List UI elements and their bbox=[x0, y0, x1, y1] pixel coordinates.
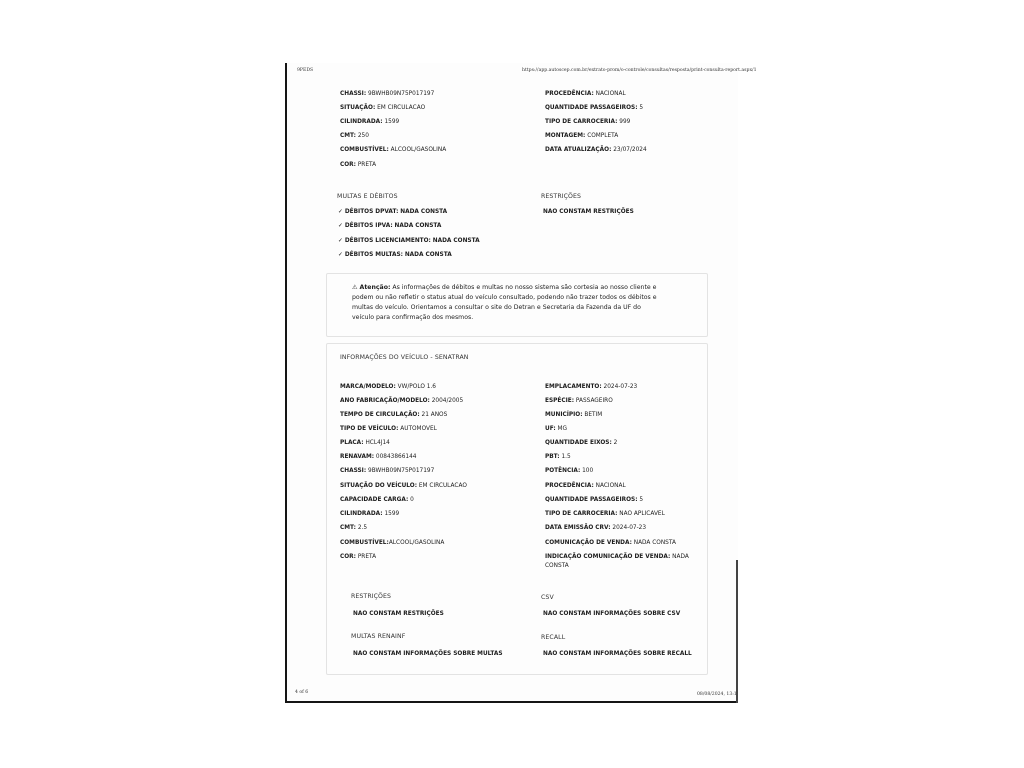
restricoes-title: RESTRIÇÕES bbox=[541, 193, 582, 200]
senatran-tipo-veiculo: TIPO DE VEÍCULO: AUTOMOVEL bbox=[340, 426, 437, 432]
check-icon: ✓ bbox=[338, 223, 343, 229]
senatran-renavam: RENAVAM: 00843866144 bbox=[340, 454, 417, 460]
senatran-uf: UF: MG bbox=[545, 426, 568, 432]
senatran-combustivel: COMBUSTÍVEL:ALCOOL/GASOLINA bbox=[340, 540, 445, 546]
top-field-cmt: CMT: 250 bbox=[340, 133, 369, 139]
debito-ipva: ✓ DÉBITOS IPVA: NADA CONSTA bbox=[338, 223, 442, 229]
senatran-qtd-eixos: QUANTIDADE EIXOS: 2 bbox=[545, 440, 618, 446]
senatran-box bbox=[326, 343, 708, 675]
bottom-restricoes-value: NAO CONSTAM RESTRIÇÕES bbox=[353, 611, 444, 617]
senatran-indicacao-comunicacao-venda: INDICAÇÃO COMUNICAÇÃO DE VENDA: NADA bbox=[545, 554, 689, 560]
bottom-csv-title: CSV bbox=[541, 594, 554, 601]
senatran-tempo-circulacao: TEMPO DE CIRCULAÇÃO: 21 ANOS bbox=[340, 412, 448, 418]
senatran-procedencia: PROCEDÊNCIA: NACIONAL bbox=[545, 483, 626, 489]
senatran-cilindrada: CILINDRADA: 1599 bbox=[340, 511, 400, 517]
senatran-placa: PLACA: HCL4J14 bbox=[340, 440, 390, 446]
senatran-especie: ESPÉCIE: PASSAGEIRO bbox=[545, 398, 613, 404]
bottom-multas-renainf-title: MULTAS RENAINF bbox=[351, 633, 406, 640]
footer-datetime: 08/08/2024, 13:1 bbox=[697, 692, 737, 697]
warning-triangle-icon: ⚠ bbox=[352, 284, 358, 291]
check-icon: ✓ bbox=[338, 209, 343, 215]
bottom-multas-renainf-value: NAO CONSTAM INFORMAÇÕES SOBRE MULTAS bbox=[353, 651, 503, 657]
debito-multas: ✓ DÉBITOS MULTAS: NADA CONSTA bbox=[338, 252, 452, 258]
senatran-ano: ANO FABRICAÇÃO/MODELO: 2004/2005 bbox=[340, 398, 464, 404]
senatran-cor: COR: PRETA bbox=[340, 554, 377, 560]
debito-dpvat: ✓ DÉBITOS DPVAT: NADA CONSTA bbox=[338, 209, 448, 215]
bottom-recall-value: NAO CONSTAM INFORMAÇÕES SOBRE RECALL bbox=[543, 651, 692, 657]
senatran-situacao: SITUAÇÃO DO VEÍCULO: EM CIRCULACAO bbox=[340, 483, 467, 489]
top-field-situacao: SITUAÇÃO: EM CIRCULACAO bbox=[340, 105, 426, 111]
senatran-tipo-carroceria: TIPO DE CARROCERIA: NAO APLICAVEL bbox=[545, 511, 665, 517]
top-field-combustivel: COMBUSTÍVEL: ALCOOL/GASOLINA bbox=[340, 147, 447, 153]
senatran-pbt: PBT: 1.5 bbox=[545, 454, 571, 460]
senatran-data-emissao-crv: DATA EMISSÃO CRV: 2024-07-23 bbox=[545, 525, 647, 531]
top-field-qtd-passageiros: QUANTIDADE PASSAGEIROS: 5 bbox=[545, 105, 644, 111]
header-left-text: 9PEDS bbox=[297, 68, 314, 73]
debito-licenciamento: ✓ DÉBITOS LICENCIAMENTO: NADA CONSTA bbox=[338, 238, 480, 244]
bottom-restricoes-title: RESTRIÇÕES bbox=[351, 593, 392, 600]
senatran-indicacao-comunicacao-venda-cont: CONSTA bbox=[545, 563, 569, 569]
scan-left-edge bbox=[285, 63, 287, 703]
header-url: https://app.autoscep.com.br/extrato-prom/o-controle/consultas/resposta/print-consulta-report.aspx/1 bbox=[522, 68, 757, 73]
top-field-data-atualizacao: DATA ATUALIZAÇÃO: 23/07/2024 bbox=[545, 147, 647, 153]
bottom-recall-title: RECALL bbox=[541, 634, 566, 641]
warning-text: ⚠ Atenção: As informações de débitos e multas no nosso sistema são cortesia ao nosso cliente e podem ou não refletir o status atual do veículo consultado, podendo não trazer todos os débitos e multas do veículo. Orientamos a consultar o site do Detran e Secretaria da Fazenda da UF do veículo para confirmação dos mesmos. bbox=[352, 284, 657, 321]
top-field-chassi: CHASSI: 9BWHB09N75P017197 bbox=[340, 91, 435, 97]
scan-right-edge bbox=[736, 560, 738, 703]
footer-page-number: 4 of 6 bbox=[295, 690, 309, 695]
senatran-title: INFORMAÇÕES DO VEÍCULO - SENATRAN bbox=[340, 354, 469, 361]
senatran-municipio: MUNICÍPIO: BETIM bbox=[545, 412, 603, 418]
top-field-cor: COR: PRETA bbox=[340, 162, 377, 168]
top-field-cilindrada: CILINDRADA: 1599 bbox=[340, 119, 400, 125]
senatran-qtd-passageiros: QUANTIDADE PASSAGEIROS: 5 bbox=[545, 497, 644, 503]
top-field-montagem: MONTAGEM: COMPLETA bbox=[545, 133, 619, 139]
top-field-tipo-carroceria: TIPO DE CARROCERIA: 999 bbox=[545, 119, 631, 125]
senatran-cmt: CMT: 2.5 bbox=[340, 525, 368, 531]
senatran-emplacamento: EMPLACAMENTO: 2024-07-23 bbox=[545, 384, 638, 390]
senatran-capacidade-carga: CAPACIDADE CARGA: 0 bbox=[340, 497, 414, 503]
bottom-csv-value: NAO CONSTAM INFORMAÇÕES SOBRE CSV bbox=[543, 611, 681, 617]
check-icon: ✓ bbox=[338, 238, 343, 244]
multas-debitos-title: MULTAS E DÉBITOS bbox=[337, 193, 398, 200]
senatran-marca-modelo: MARCA/MODELO: VW/POLO 1.6 bbox=[340, 384, 436, 390]
check-icon: ✓ bbox=[338, 252, 343, 258]
scan-bottom-edge bbox=[285, 701, 738, 703]
senatran-comunicacao-venda: COMUNICAÇÃO DE VENDA: NADA CONSTA bbox=[545, 540, 676, 546]
restricoes-value: NAO CONSTAM RESTRIÇÕES bbox=[543, 209, 634, 215]
senatran-chassi: CHASSI: 9BWHB09N75P017197 bbox=[340, 468, 435, 474]
senatran-potencia: POTÊNCIA: 100 bbox=[545, 468, 594, 474]
top-field-procedencia: PROCEDÊNCIA: NACIONAL bbox=[545, 91, 626, 97]
